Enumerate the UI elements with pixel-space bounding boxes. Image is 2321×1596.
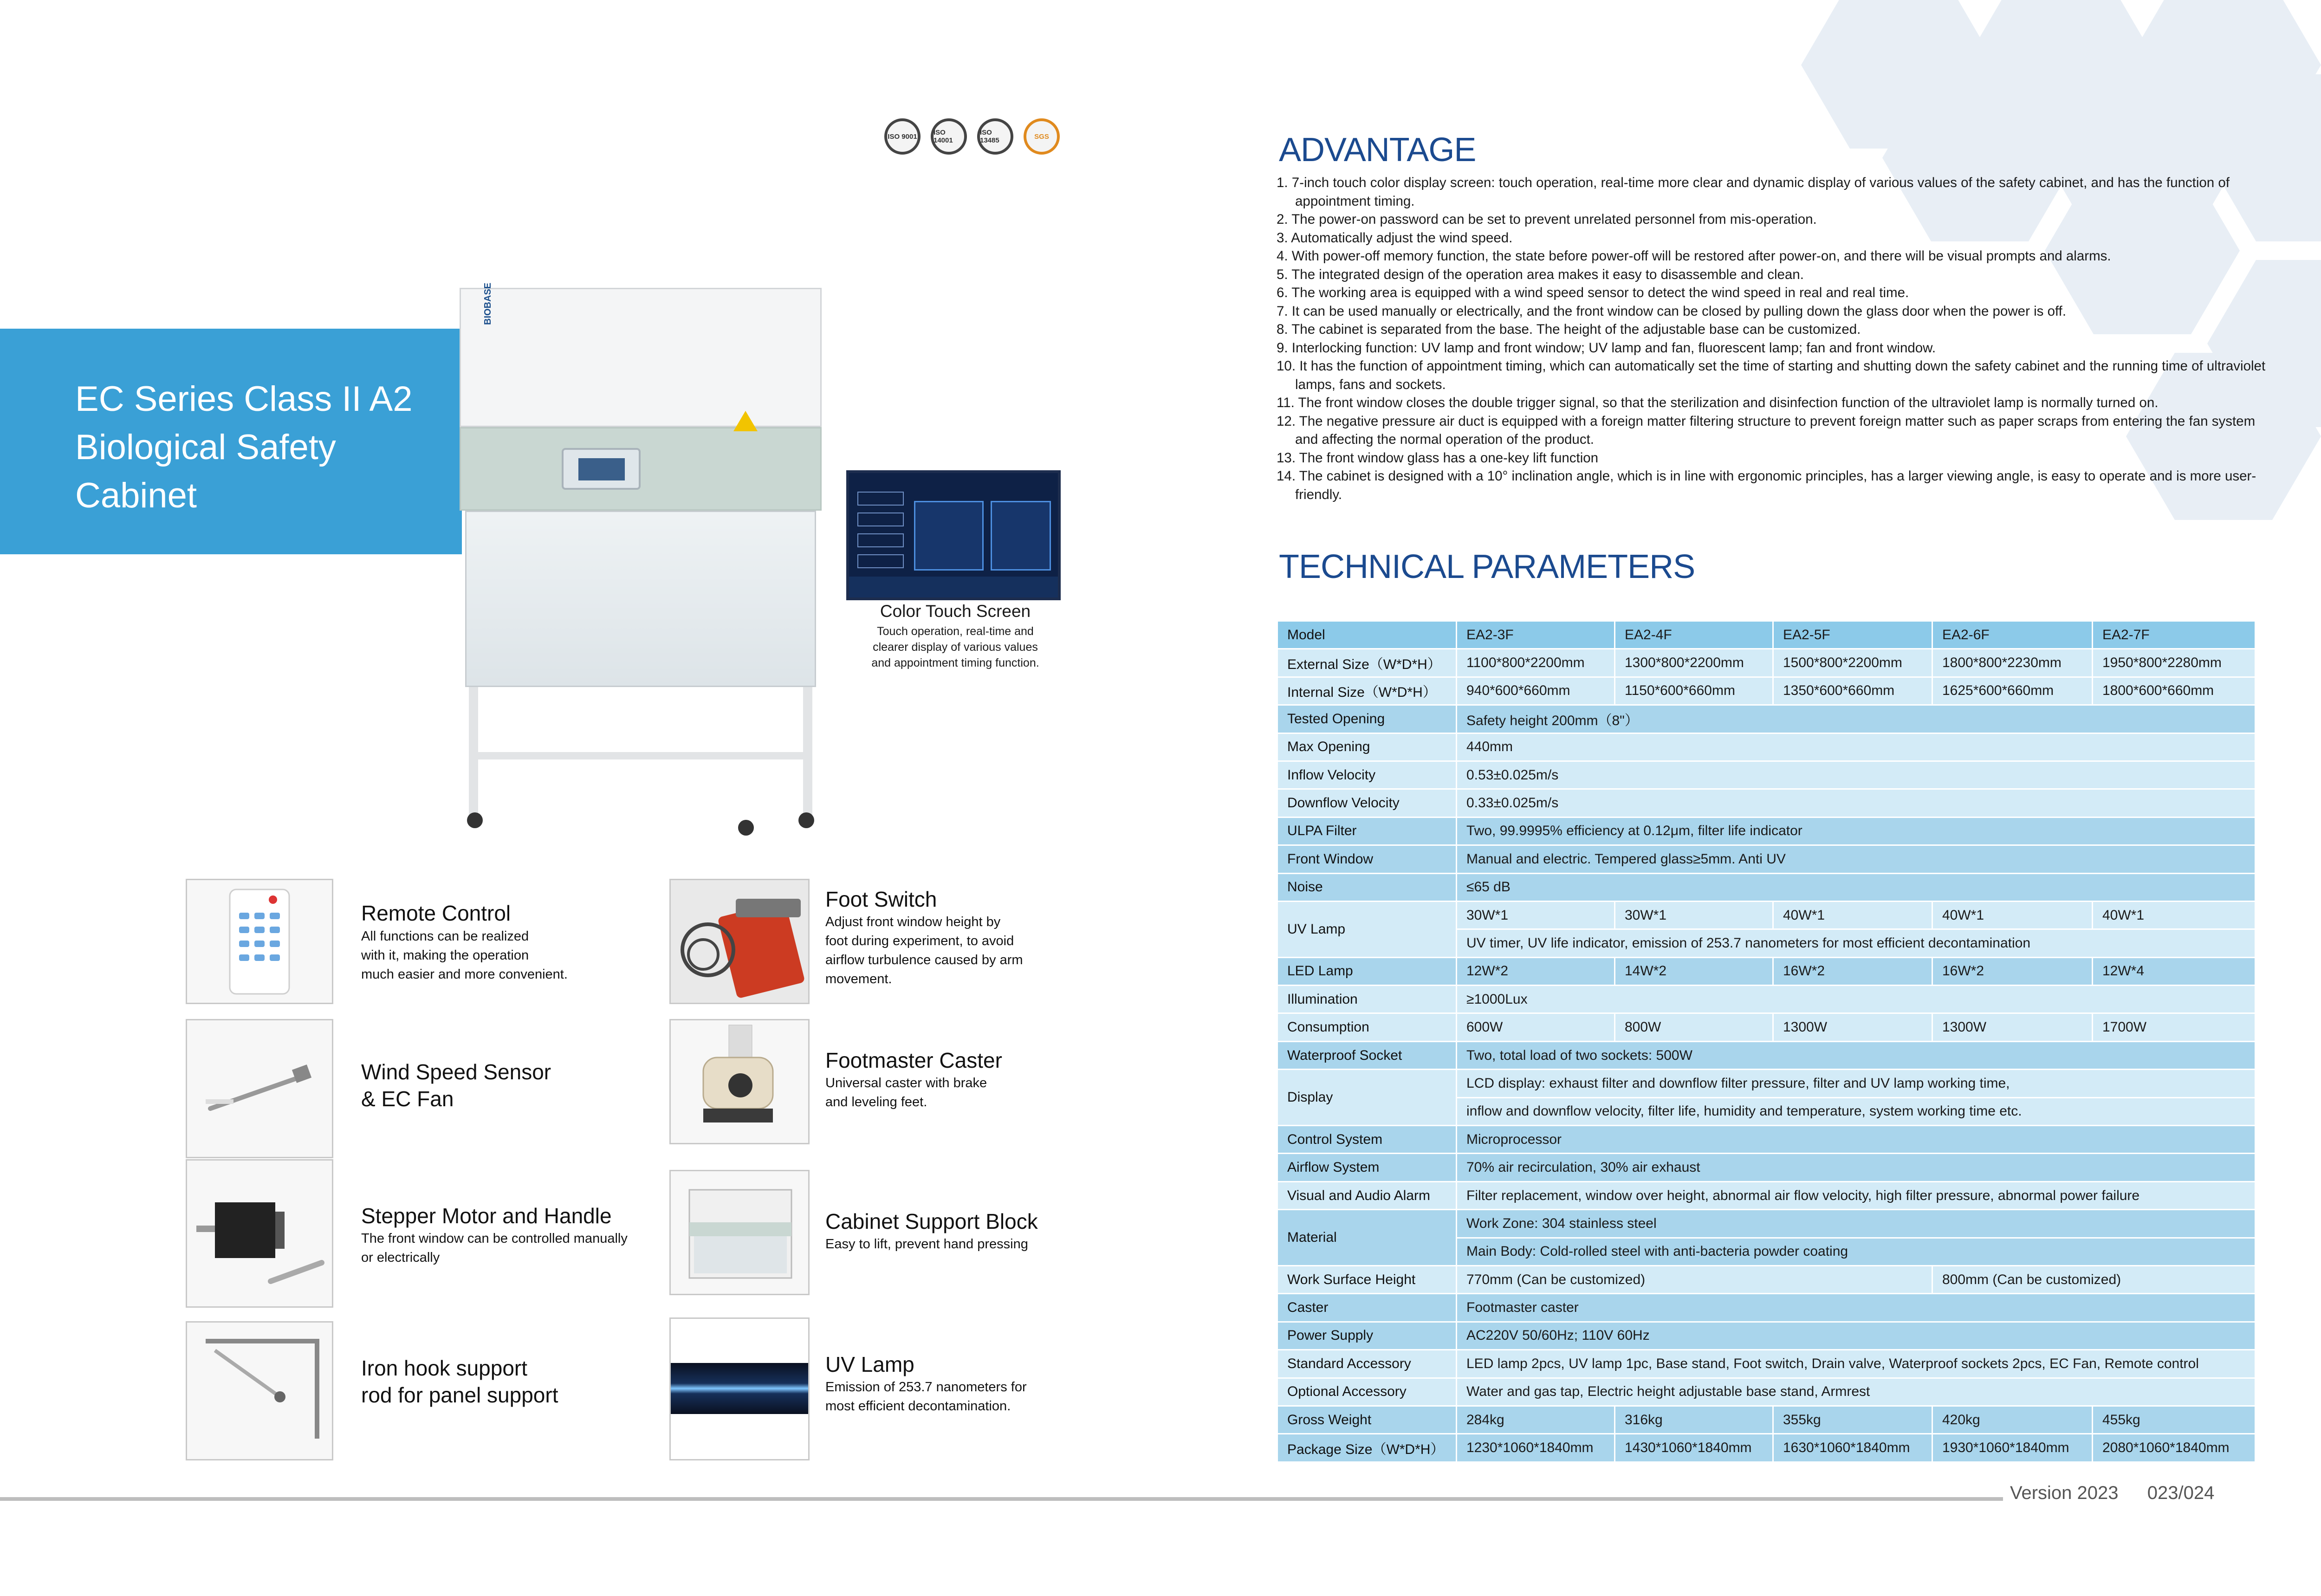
safety-cabinet-image: [460, 282, 822, 836]
foot-switch-title: [825, 886, 937, 913]
advantage-item: 13. The front window glass has a one-key lift function: [1277, 450, 1599, 466]
row-label: Front Window: [1277, 845, 1457, 873]
row-label: Illumination: [1277, 986, 1457, 1013]
table-cell: 16W*2: [1773, 957, 1932, 985]
table-row: [1277, 1378, 2256, 1406]
footer: [2010, 1483, 2214, 1504]
row-label: Power Supply: [1277, 1322, 1457, 1349]
table-cell: 1800*800*2230mm: [1932, 649, 2093, 677]
row-label: ULPA Filter: [1277, 817, 1457, 845]
page-numbers: 023/024: [2147, 1483, 2215, 1503]
uv-lamp-description: [825, 1378, 1027, 1416]
table-cell: Filter replacement, window over height, abnormal air flow velocity, high filter pressure, abnormal power failure: [1457, 1181, 2256, 1209]
remote-control-description: [361, 927, 568, 984]
table-cell: 40W*1: [1773, 901, 1932, 929]
table-cell: EA2-4F: [1615, 621, 1773, 649]
screen-value-row: [857, 554, 904, 568]
row-label: Consumption: [1277, 1013, 1457, 1041]
title-banner: [0, 329, 462, 554]
table-cell: 1930*1060*1840mm: [1932, 1434, 2093, 1462]
cabinet-support-block-icon: [671, 1171, 808, 1294]
table-cell: Microprocessor: [1457, 1126, 2256, 1154]
touch-screen-title: Color Touch Screen: [880, 602, 1031, 621]
iron-hook-support-title: [361, 1355, 558, 1408]
wind-speed-sensor-image: [186, 1019, 333, 1158]
table-row: [1277, 1294, 2256, 1322]
technical-parameters-heading: TECHNICAL PARAMETERS: [1279, 548, 1695, 585]
description-line: or electrically: [361, 1250, 440, 1265]
advantage-item: 12. The negative pressure air duct is equipped with a foreign matter filtering structure to prevent foreign matter such as paper scraps from entering the fan system and affecting the normal operation of the product.: [1277, 413, 2256, 447]
table-cell: UV timer, UV life indicator, emission of 253.7 nanometers for most efficient decontamination: [1457, 929, 2256, 957]
row-label: Material: [1277, 1210, 1457, 1266]
cabinet-support-block-image: [669, 1170, 810, 1295]
table-cell: 355kg: [1773, 1406, 1932, 1434]
advantage-item: 4. With power-off memory function, the state before power-off will be restored after power-on, and there will be visual prompts and alarms.: [1277, 248, 2111, 264]
row-label: Model: [1277, 621, 1457, 649]
table-cell: 12W*4: [2093, 957, 2256, 985]
footmaster-caster-image: [669, 1019, 810, 1144]
description-line: Touch operation, real-time and: [877, 625, 1034, 638]
table-row: [1277, 1070, 2256, 1097]
caster-icon: [467, 812, 483, 828]
advantage-heading: ADVANTAGE: [1279, 131, 1476, 169]
table-row: [1277, 705, 2256, 733]
table-row: [1277, 817, 2256, 845]
description-line: Universal caster with brake: [825, 1076, 987, 1090]
table-cell: 1100*800*2200mm: [1457, 649, 1615, 677]
table-row: [1277, 789, 2256, 817]
table-row: [1277, 1210, 2256, 1238]
table-cell: 14W*2: [1615, 957, 1773, 985]
table-cell: 0.33±0.025m/s: [1457, 789, 2256, 817]
cabinet-brand: BIOBASE: [483, 282, 493, 325]
table-row: [1277, 1154, 2256, 1181]
uv-lamp-title: [825, 1351, 914, 1378]
description-line: All functions can be realized: [361, 929, 529, 944]
table-cell: 770mm (Can be customized): [1457, 1265, 1932, 1293]
table-cell: 1625*600*660mm: [1932, 677, 2093, 705]
table-row: [1277, 1406, 2256, 1434]
row-label: Waterproof Socket: [1277, 1041, 1457, 1069]
table-row: [1277, 1350, 2256, 1378]
remote-control-image: [186, 879, 333, 1004]
advantage-item: 8. The cabinet is separated from the base. The height of the adjustable base can be customized.: [1277, 322, 1861, 337]
description-line: and appointment timing function.: [871, 656, 1039, 669]
table-cell: 800mm (Can be customized): [1932, 1265, 2256, 1293]
row-label: Work Surface Height: [1277, 1265, 1457, 1293]
table-cell: 420kg: [1932, 1406, 2093, 1434]
table-cell: 440mm: [1457, 733, 2256, 761]
row-label: Tested Opening: [1277, 705, 1457, 733]
table-row: [1277, 761, 2256, 789]
advantage-item: 9. Interlocking function: UV lamp and front window; UV lamp and fan, fluorescent lamp; fan and front window.: [1277, 340, 1936, 356]
title-line: rod for panel support: [361, 1383, 558, 1407]
row-label: Internal Size（W*D*H）: [1277, 677, 1457, 705]
table-cell: LED lamp 2pcs, UV lamp 1pc, Base stand, Foot switch, Drain valve, Waterproof sockets 2pcs, EC Fan, Remote control: [1457, 1350, 2256, 1378]
wind-speed-sensor-title: [361, 1058, 551, 1112]
title-line: Remote Control: [361, 901, 511, 925]
iron-hook-support-image: [186, 1321, 333, 1460]
table-cell: 800W: [1615, 1013, 1773, 1041]
table-row: [1277, 1265, 2256, 1293]
description-line: most efficient decontamination.: [825, 1399, 1011, 1414]
title-line: UV Lamp: [825, 1352, 914, 1376]
warning-icon: [733, 411, 758, 431]
footmaster-caster-description: [825, 1074, 987, 1112]
iso9001-logo: ISO 9001: [884, 118, 921, 155]
uv-lamp-image: [669, 1317, 810, 1460]
table-cell: 455kg: [2093, 1406, 2256, 1434]
table-cell: 40W*1: [1932, 901, 2093, 929]
table-row: [1277, 1126, 2256, 1154]
description-line: airflow turbulence caused by arm: [825, 953, 1023, 967]
description-line: movement.: [825, 972, 892, 986]
advantage-item: 5. The integrated design of the operation area makes it easy to disassemble and clean.: [1277, 266, 1804, 282]
row-label: Caster: [1277, 1294, 1457, 1322]
description-line: and leveling feet.: [825, 1095, 927, 1109]
cabinet-support-block-description: [825, 1235, 1028, 1254]
table-cell: 30W*1: [1457, 901, 1615, 929]
product-title-line: Biological Safety: [75, 428, 336, 467]
cabinet-base-crossbar: [469, 752, 812, 759]
stepper-motor-description: [361, 1229, 628, 1267]
remote-control-title: [361, 900, 511, 927]
certification-logos: [884, 118, 1060, 155]
touch-screen-image: [846, 470, 1061, 600]
table-cell: 1300W: [1773, 1013, 1932, 1041]
description-line: Easy to lift, prevent hand pressing: [825, 1237, 1028, 1252]
title-line: Stepper Motor and Handle: [361, 1204, 612, 1228]
table-cell: 1500*800*2200mm: [1773, 649, 1932, 677]
table-row: [1277, 845, 2256, 873]
row-label: Optional Accessory: [1277, 1378, 1457, 1406]
table-cell: 1230*1060*1840mm: [1457, 1434, 1615, 1462]
table-cell: 1800*600*660mm: [2093, 677, 2256, 705]
description-line: with it, making the operation: [361, 948, 529, 963]
table-cell: Main Body: Cold-rolled steel with anti-bacteria powder coating: [1457, 1238, 2256, 1265]
cabinet-control-band: [460, 427, 822, 511]
screen-button-bar: [849, 577, 1058, 597]
table-cell: EA2-5F: [1773, 621, 1932, 649]
table-row: [1277, 901, 2256, 929]
cabinet-control-panel: [562, 448, 641, 490]
wind-speed-sensor-icon: [187, 1020, 332, 1157]
stepper-motor-icon: [187, 1161, 332, 1306]
advantage-item: 3. Automatically adjust the wind speed.: [1277, 230, 1513, 246]
row-label: Package Size（W*D*H）: [1277, 1434, 1457, 1462]
title-line: Iron hook support: [361, 1356, 528, 1380]
table-cell: 16W*2: [1932, 957, 2093, 985]
foot-switch-icon: [671, 880, 808, 1003]
table-row: [1277, 733, 2256, 761]
row-label: Inflow Velocity: [1277, 761, 1457, 789]
table-cell: 600W: [1457, 1013, 1615, 1041]
footmaster-caster-title: [825, 1047, 1002, 1074]
row-label: Gross Weight: [1277, 1406, 1457, 1434]
table-cell: EA2-6F: [1932, 621, 2093, 649]
row-label: Max Opening: [1277, 733, 1457, 761]
advantage-item: 7. It can be used manually or electrically, and the front window can be closed by pulling down the glass door when the power is off.: [1277, 303, 2067, 319]
row-label: Noise: [1277, 873, 1457, 901]
table-cell: Footmaster caster: [1457, 1294, 2256, 1322]
cabinet-support-block-title: [825, 1208, 1038, 1235]
screen-value-row: [857, 513, 904, 526]
table-cell: Safety height 200mm（8"）: [1457, 705, 2256, 733]
row-label: Control System: [1277, 1126, 1457, 1154]
table-cell: ≤65 dB: [1457, 873, 2256, 901]
iso13485-logo: ISO 13485: [977, 118, 1013, 155]
table-cell: 1300*800*2200mm: [1615, 649, 1773, 677]
table-cell: EA2-3F: [1457, 621, 1615, 649]
table-cell: Two, 99.9995% efficiency at 0.12μm, filter life indicator: [1457, 817, 2256, 845]
table-row: [1277, 1434, 2256, 1462]
foot-switch-description: [825, 913, 1023, 989]
title-line: Footmaster Caster: [825, 1048, 1002, 1072]
table-cell: 1630*1060*1840mm: [1773, 1434, 1932, 1462]
advantage-item: 10. It has the function of appointment timing, which can automatically set the time of starting and shutting down the safety cabinet and the running time of ultraviolet lamps, fans and sockets.: [1277, 358, 2266, 392]
table-cell: ≥1000Lux: [1457, 986, 2256, 1013]
table-cell: 2080*1060*1840mm: [2093, 1434, 2256, 1462]
title-line: Foot Switch: [825, 887, 937, 911]
table-cell: 940*600*660mm: [1457, 677, 1615, 705]
technical-parameters-table: [1277, 620, 2256, 1463]
row-label: Airflow System: [1277, 1154, 1457, 1181]
table-cell: Two, total load of two sockets: 500W: [1457, 1041, 2256, 1069]
table-cell: 1430*1060*1840mm: [1615, 1434, 1773, 1462]
uv-lamp-icon: [671, 1363, 808, 1414]
table-row: [1277, 986, 2256, 1013]
table-cell: 284kg: [1457, 1406, 1615, 1434]
title-line: Cabinet Support Block: [825, 1209, 1038, 1233]
advantage-list: [1277, 174, 2275, 504]
version-label: Version 2023: [2010, 1483, 2119, 1503]
table-cell: 1350*600*660mm: [1773, 677, 1932, 705]
caster-icon: [798, 812, 814, 828]
table-cell: 40W*1: [2093, 901, 2256, 929]
advantage-item: 14. The cabinet is designed with a 10° inclination angle, which is in line with ergonomic principles, has a larger viewing angle, is easy to operate and is more user-friendly.: [1277, 468, 2256, 502]
product-title-line: EC Series Class II A2: [75, 379, 413, 419]
cabinet-work-area: [465, 511, 816, 687]
table-cell: 1700W: [2093, 1013, 2256, 1041]
product-title-line: Cabinet: [75, 476, 197, 515]
title-line: & EC Fan: [361, 1087, 454, 1111]
footer-divider: [0, 1497, 2003, 1501]
screen-value-row: [857, 492, 904, 506]
table-row: [1277, 1322, 2256, 1349]
row-label: Display: [1277, 1070, 1457, 1126]
screen-value-row: [857, 533, 904, 547]
table-cell: EA2-7F: [2093, 621, 2256, 649]
table-cell: 0.53±0.025m/s: [1457, 761, 2256, 789]
table-cell: Water and gas tap, Electric height adjustable base stand, Armrest: [1457, 1378, 2256, 1406]
table-row: [1277, 677, 2256, 705]
description-line: Emission of 253.7 nanometers for: [825, 1380, 1027, 1395]
row-label: LED Lamp: [1277, 957, 1457, 985]
table-row: [1277, 957, 2256, 985]
advantage-item: 6. The working area is equipped with a wind speed sensor to detect the wind speed in real and real time.: [1277, 285, 1909, 300]
table-cell: 1300W: [1932, 1013, 2093, 1041]
screen-cabinet-graphic: [914, 501, 984, 571]
table-cell: Manual and electric. Tempered glass≥5mm. Anti UV: [1457, 845, 2256, 873]
table-row: [1277, 1013, 2256, 1041]
stepper-motor-title: [361, 1202, 612, 1229]
table-cell: 1150*600*660mm: [1615, 677, 1773, 705]
description-line: Adjust front window height by: [825, 915, 1001, 929]
iso14001-logo: ISO 14001: [931, 118, 967, 155]
sgs-logo: SGS: [1024, 118, 1060, 155]
row-label: Visual and Audio Alarm: [1277, 1181, 1457, 1209]
table-cell: inflow and downflow velocity, filter life, humidity and temperature, system working time etc.: [1457, 1097, 2256, 1125]
caster-icon: [738, 820, 754, 836]
description-line: clearer display of various values: [873, 641, 1038, 654]
title-line: Wind Speed Sensor: [361, 1060, 551, 1084]
touch-screen-description: [846, 623, 1064, 671]
footmaster-caster-icon: [671, 1020, 808, 1143]
foot-switch-image: [669, 879, 810, 1004]
table-row: [1277, 1041, 2256, 1069]
table-cell: AC220V 50/60Hz; 110V 60Hz: [1457, 1322, 2256, 1349]
row-label: Downflow Velocity: [1277, 789, 1457, 817]
advantage-item: 2. The power-on password can be set to prevent unrelated personnel from mis-operation.: [1277, 212, 1817, 227]
row-label: External Size（W*D*H）: [1277, 649, 1457, 677]
cabinet-top: [460, 288, 822, 427]
advantage-item: 11. The front window closes the double trigger signal, so that the sterilization and disinfection function of the ultraviolet lamp is normally turned on.: [1277, 395, 2159, 410]
iron-hook-support-icon: [187, 1323, 332, 1459]
row-label: Standard Accessory: [1277, 1350, 1457, 1378]
table-cell: Work Zone: 304 stainless steel: [1457, 1210, 2256, 1238]
stepper-motor-image: [186, 1159, 333, 1308]
product-title: [75, 375, 413, 520]
table-cell: 12W*2: [1457, 957, 1615, 985]
table-row: [1277, 873, 2256, 901]
table-row: [1277, 649, 2256, 677]
description-line: The front window can be controlled manually: [361, 1231, 628, 1246]
row-label: UV Lamp: [1277, 901, 1457, 957]
table-row: [1277, 621, 2256, 649]
table-row: [1277, 1181, 2256, 1209]
table-cell: LCD display: exhaust filter and downflow filter pressure, filter and UV lamp working time,: [1457, 1070, 2256, 1097]
table-cell: 70% air recirculation, 30% air exhaust: [1457, 1154, 2256, 1181]
table-cell: 30W*1: [1615, 901, 1773, 929]
description-line: foot during experiment, to avoid: [825, 934, 1014, 948]
remote-control-icon: [187, 880, 332, 1003]
advantage-item: 1. 7-inch touch color display screen: touch operation, real-time more clear and dynamic display of various values of the safety cabinet, and has the function of appointment timing.: [1277, 175, 2230, 209]
cabinet-display: [578, 458, 625, 480]
table-cell: 316kg: [1615, 1406, 1773, 1434]
table-cell: 1950*800*2280mm: [2093, 649, 2256, 677]
screen-status-panel: [991, 501, 1051, 571]
description-line: much easier and more convenient.: [361, 967, 568, 982]
